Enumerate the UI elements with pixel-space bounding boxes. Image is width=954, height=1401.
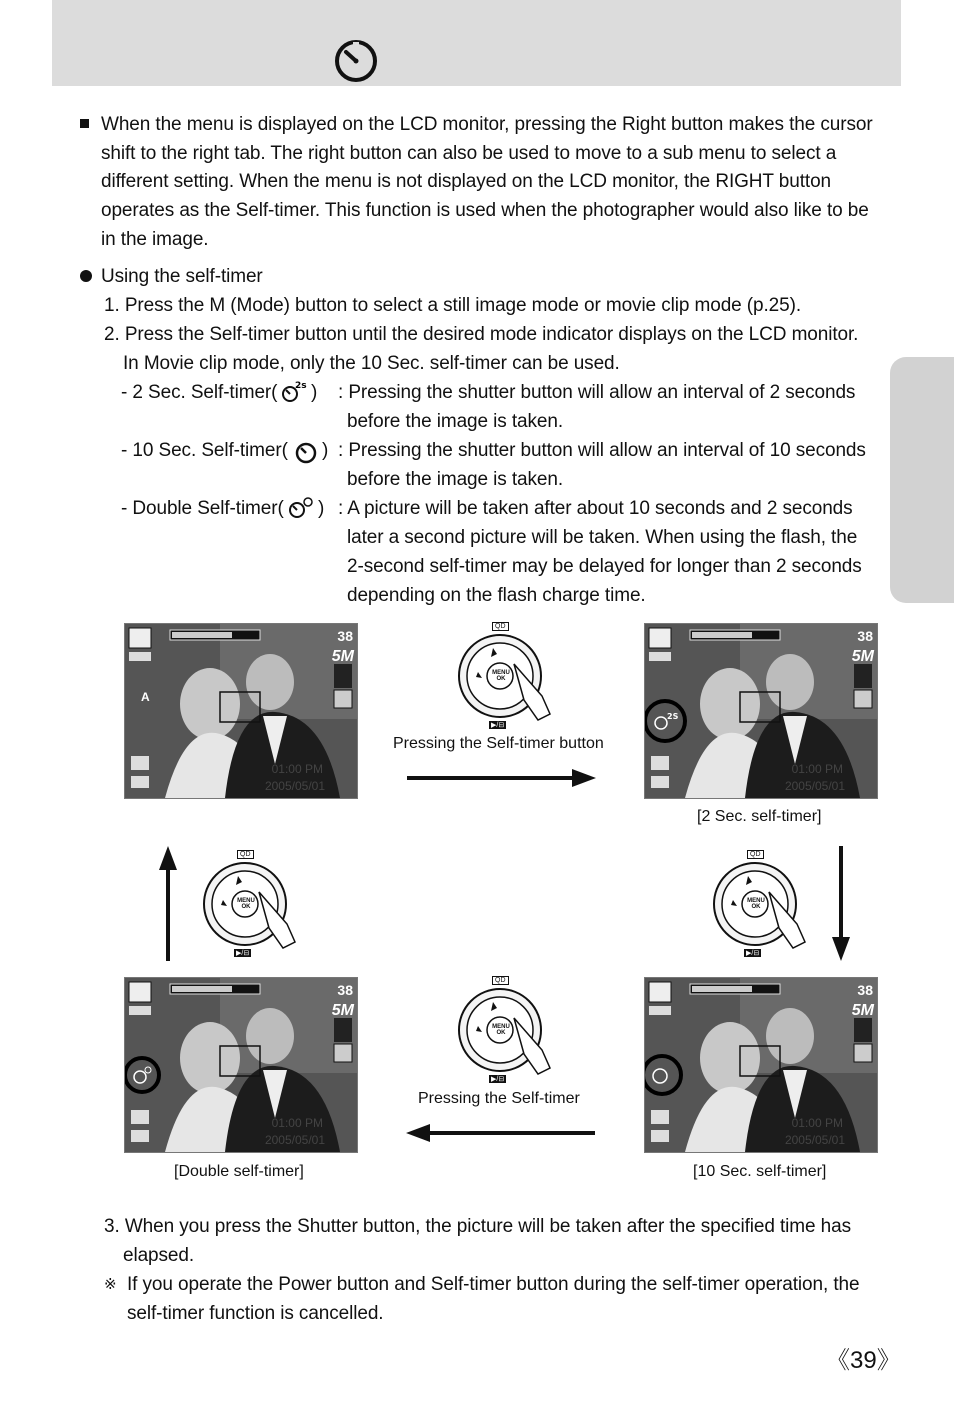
mode-double-desc: : A picture will be taken after about 10 seconds and 2 seconds (338, 498, 853, 519)
note-line: self-timer function is cancelled. (127, 1303, 384, 1324)
page-number: 《39》 (826, 1347, 901, 1374)
shots-remaining: 38 (337, 982, 353, 998)
arrow-down-icon (832, 846, 850, 961)
caption-10s: [10 Sec. self-timer] (693, 1163, 827, 1180)
para-line: When the menu is displayed on the LCD monitor, pressing the Right button makes the cursor (101, 114, 873, 135)
step-2-note: In Movie clip mode, only the 10 Sec. self-timer can be used. (123, 353, 620, 374)
image-size: 5M (331, 1002, 354, 1019)
mode-double-desc: 2-second self-timer may be delayed for longer than 2 seconds (347, 556, 862, 577)
image-size: 5M (851, 1002, 874, 1019)
mode-double-desc: depending on the flash charge time. (347, 585, 646, 606)
mode-2s-desc: before the image is taken. (347, 411, 564, 432)
mode-2s-close: ) (311, 382, 318, 403)
mode-10s-desc: before the image is taken. (347, 469, 564, 490)
mode-10s-desc: : Pressing the shutter button will allow an interval of 10 seconds (338, 440, 866, 461)
section-title: Using the self-timer (101, 266, 263, 287)
svg-text:2s: 2s (295, 381, 307, 391)
time-readout: 01:00 PM (791, 762, 843, 776)
date-readout: 2005/05/01 (784, 779, 845, 793)
shots-remaining: 38 (857, 628, 873, 644)
mode-2s-label: - 2 Sec. Self-timer( (121, 382, 278, 403)
caption-press-short: Pressing the Self-timer (418, 1090, 580, 1107)
mode-double-close: ) (318, 498, 325, 519)
step-2: 2. Press the Self-timer button until the desired mode indicator displays on the LCD monitor. (104, 324, 859, 345)
step-1: 1. Press the M (Mode) button to select a still image mode or movie clip mode (p.25). (104, 295, 802, 316)
control-dial: QD MENU OK ▶/⊟ (713, 850, 813, 960)
arrow-left-icon (406, 1124, 595, 1142)
time-readout: 01:00 PM (791, 1116, 843, 1130)
shots-remaining: 38 (857, 982, 873, 998)
note-mark: ※ (104, 1276, 117, 1293)
control-dial: QD MENU OK ▶/⊟ (458, 622, 558, 732)
para-line: operates as the Self-timer. This function is used when the photographer would also like to be (101, 200, 869, 221)
image-size: 5M (851, 648, 874, 665)
flash-mode: A (141, 690, 150, 704)
para-line: different setting. When the menu is not displayed on the LCD monitor, the RIGHT button (101, 171, 831, 192)
time-readout: 01:00 PM (271, 1116, 323, 1130)
para-line: in the image. (101, 229, 209, 250)
mode-double-desc: later a second picture will be taken. When using the flash, the (347, 527, 858, 548)
arrow-right-icon (407, 769, 596, 787)
image-size: 5M (331, 648, 354, 665)
para-line: shift to the right tab. The right button can also be used to move to a sub menu to select a (101, 143, 837, 164)
mode-10s-label: - 10 Sec. Self-timer( (121, 440, 288, 461)
date-readout: 2005/05/01 (264, 1133, 325, 1147)
mode-2s-desc: : Pressing the shutter button will allow an interval of 2 seconds (338, 382, 856, 403)
date-readout: 2005/05/01 (264, 779, 325, 793)
date-readout: 2005/05/01 (784, 1133, 845, 1147)
step-3: 3. When you press the Shutter button, the picture will be taken after the specified time has (104, 1216, 851, 1237)
mode-double-label: - Double Self-timer( (121, 498, 284, 519)
mode-10s-close: ) (322, 440, 329, 461)
note-line: If you operate the Power button and Self-timer button during the self-timer operation, the (127, 1274, 860, 1295)
control-dial: QD MENU OK ▶/⊟ (458, 976, 558, 1086)
caption-press-button: Pressing the Self-timer button (393, 735, 604, 752)
arrow-up-icon (159, 846, 177, 961)
step-3-cont: elapsed. (123, 1245, 195, 1266)
caption-double: [Double self-timer] (174, 1163, 304, 1180)
time-readout: 01:00 PM (271, 762, 323, 776)
control-dial: QD MENU OK ▶/⊟ (203, 850, 303, 960)
caption-2s: [2 Sec. self-timer] (697, 808, 822, 825)
shots-remaining: 38 (337, 628, 353, 644)
svg-text:2S: 2S (667, 712, 679, 721)
